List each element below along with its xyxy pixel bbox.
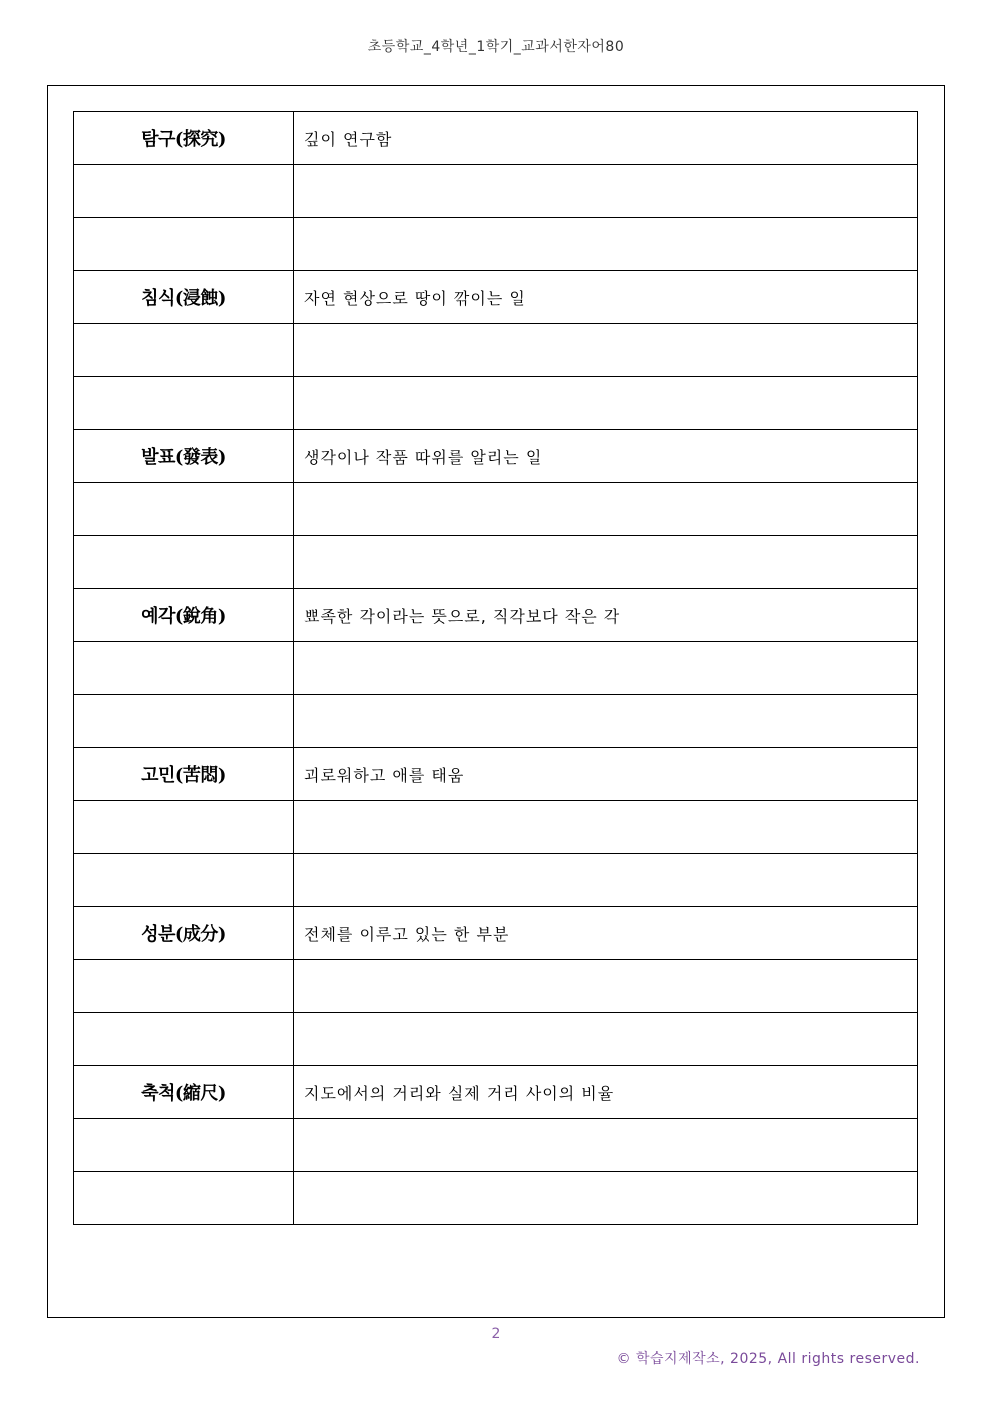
blank-word-cell[interactable]	[74, 801, 294, 854]
table-row-blank	[74, 854, 918, 907]
table-row-blank	[74, 695, 918, 748]
table-row-blank	[74, 1119, 918, 1172]
table-row	[74, 748, 918, 801]
blank-word-cell[interactable]	[74, 324, 294, 377]
table-row-blank	[74, 165, 918, 218]
blank-definition-cell[interactable]	[294, 854, 918, 907]
word-cell: 침식(浸蝕)	[74, 271, 294, 324]
table-row	[74, 112, 918, 165]
table-row-blank	[74, 960, 918, 1013]
blank-definition-cell[interactable]	[294, 483, 918, 536]
blank-word-cell[interactable]	[74, 1119, 294, 1172]
blank-definition-cell[interactable]	[294, 218, 918, 271]
definition-cell: 지도에서의 거리와 실제 거리 사이의 비율	[294, 1066, 918, 1119]
blank-definition-cell[interactable]	[294, 377, 918, 430]
definition-cell: 괴로워하고 애를 태움	[294, 748, 918, 801]
definition-cell: 깊이 연구함	[294, 112, 918, 165]
blank-word-cell[interactable]	[74, 1172, 294, 1225]
table-row-blank	[74, 483, 918, 536]
table-row	[74, 271, 918, 324]
blank-definition-cell[interactable]	[294, 1172, 918, 1225]
word-cell: 예각(銳角)	[74, 589, 294, 642]
table-row-blank	[74, 324, 918, 377]
blank-definition-cell[interactable]	[294, 165, 918, 218]
copyright-notice: © 학습지제작소, 2025, All rights reserved.	[616, 1351, 920, 1367]
blank-definition-cell[interactable]	[294, 695, 918, 748]
word-cell: 축척(縮尺)	[74, 1066, 294, 1119]
blank-word-cell[interactable]	[74, 854, 294, 907]
blank-definition-cell[interactable]	[294, 1119, 918, 1172]
page-number: 2	[491, 1326, 501, 1342]
table-row-blank	[74, 536, 918, 589]
blank-definition-cell[interactable]	[294, 801, 918, 854]
table-row-blank	[74, 801, 918, 854]
table-row-blank	[74, 1013, 918, 1066]
definition-cell: 전체를 이루고 있는 한 부분	[294, 907, 918, 960]
word-cell: 탐구(探究)	[74, 112, 294, 165]
definition-cell: 자연 현상으로 땅이 깎이는 일	[294, 271, 918, 324]
blank-definition-cell[interactable]	[294, 1013, 918, 1066]
definition-cell: 생각이나 작품 따위를 알리는 일	[294, 430, 918, 483]
table-row	[74, 1066, 918, 1119]
blank-word-cell[interactable]	[74, 536, 294, 589]
table-row-blank	[74, 377, 918, 430]
word-cell: 고민(苦悶)	[74, 748, 294, 801]
table-row-blank	[74, 642, 918, 695]
definition-cell: 뾰족한 각이라는 뜻으로, 직각보다 작은 각	[294, 589, 918, 642]
word-cell: 성분(成分)	[74, 907, 294, 960]
blank-definition-cell[interactable]	[294, 642, 918, 695]
table-row	[74, 589, 918, 642]
blank-definition-cell[interactable]	[294, 536, 918, 589]
blank-word-cell[interactable]	[74, 218, 294, 271]
blank-word-cell[interactable]	[74, 1013, 294, 1066]
blank-definition-cell[interactable]	[294, 960, 918, 1013]
vocabulary-table	[73, 111, 918, 1225]
table-row	[74, 907, 918, 960]
blank-definition-cell[interactable]	[294, 324, 918, 377]
blank-word-cell[interactable]	[74, 695, 294, 748]
table-row-blank	[74, 218, 918, 271]
blank-word-cell[interactable]	[74, 165, 294, 218]
blank-word-cell[interactable]	[74, 483, 294, 536]
blank-word-cell[interactable]	[74, 642, 294, 695]
blank-word-cell[interactable]	[74, 960, 294, 1013]
document-header: 초등학교_4학년_1학기_교과서한자어80	[367, 39, 625, 55]
table-row-blank	[74, 1172, 918, 1225]
blank-word-cell[interactable]	[74, 377, 294, 430]
table-row	[74, 430, 918, 483]
word-cell: 발표(發表)	[74, 430, 294, 483]
